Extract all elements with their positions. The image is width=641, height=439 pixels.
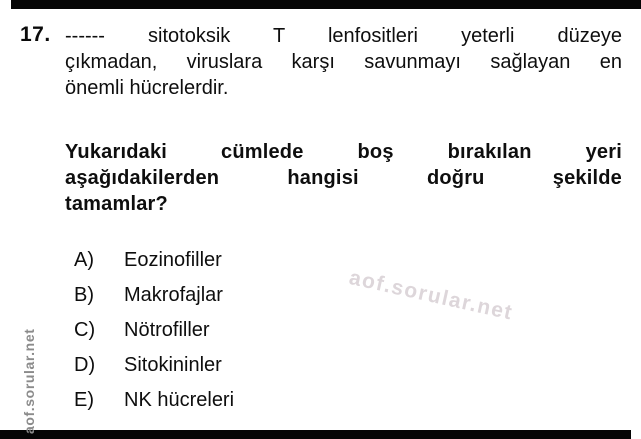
answer-option-row[interactable] xyxy=(74,247,234,282)
scan-artifact-bottom-bar xyxy=(0,430,631,439)
question-prompt-line: tamamlar? xyxy=(65,193,168,215)
answer-option-row[interactable] xyxy=(74,387,234,422)
answer-options-list xyxy=(74,247,234,422)
question-body-line: ------ sitotoksik T lenfositleri yeterli düzeye xyxy=(65,25,622,47)
question-body-line: önemli hücrelerdir. xyxy=(65,77,229,99)
answer-option-row[interactable] xyxy=(74,282,234,317)
answer-option-letter: C) xyxy=(74,319,96,341)
answer-option-letter: A) xyxy=(74,249,94,271)
answer-option-text: NK hücreleri xyxy=(124,389,235,411)
scan-artifact-top-bar xyxy=(11,0,641,9)
question-body-paragraph xyxy=(65,23,622,101)
answer-option-text: Nötrofiller xyxy=(124,319,210,341)
question-prompt-line: aşağıdakilerden hangisi doğru şekilde xyxy=(65,167,622,189)
question-number: 17. xyxy=(20,23,51,46)
question-prompt-line: Yukarıdaki cümlede boş bırakılan yeri xyxy=(65,141,622,163)
answer-option-letter: B) xyxy=(74,284,94,306)
answer-option-row[interactable] xyxy=(74,317,234,352)
answer-option-row[interactable] xyxy=(74,352,234,387)
answer-option-text: Sitokininler xyxy=(124,354,222,376)
question-body-line: çıkmadan, viruslara karşı savunmayı sağlayan en xyxy=(65,51,622,73)
watermark-diagonal: aof.sorular.net xyxy=(347,266,516,325)
answer-option-letter: D) xyxy=(74,354,96,376)
answer-option-text: Eozinofiller xyxy=(124,249,222,271)
answer-option-letter: E) xyxy=(74,389,94,411)
watermark-vertical: aof.sorular.net xyxy=(21,328,37,434)
question-prompt-paragraph xyxy=(65,139,622,217)
answer-option-text: Makrofajlar xyxy=(124,284,223,306)
